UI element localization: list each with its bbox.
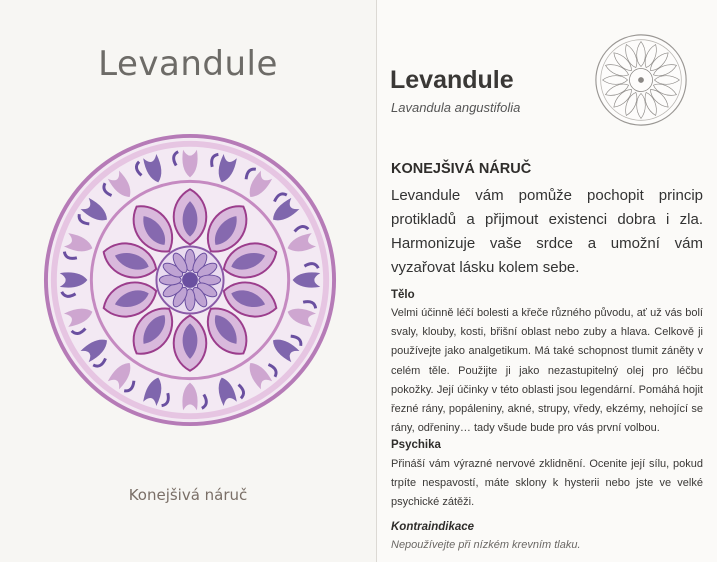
contraindication-heading: Kontraindikace (391, 521, 475, 533)
psyche-paragraph: Přináší vám výrazné nervové zklidnění. Ocenite její sílu, pokud trpíte nespavostí, máte sklony k hysterii nebo jste ve velké psychické zátěži. (391, 458, 703, 509)
latin-name: Lavandula angustifolia (391, 100, 521, 115)
contraindication-text: Nepoužívejte při nízkém krevním tlaku. (391, 539, 581, 551)
card-title: Levandule (390, 66, 514, 94)
intro-paragraph: Levandule vám pomůže pochopit princip protikladů a přijmout existenci dobra i zla. Harmonizuje vaše srdce a umožní vám vyzařovat lásku kolem sebe. (391, 187, 703, 276)
mandala-outline-icon (593, 32, 689, 128)
body-paragraph: Velmi účinně léčí bolesti a křeče různého původu, ať už vás bolí svaly, klouby, kosti, břišní oblast nebo zuby a hlava. Celkově ji používejte jako analgetikum. Má také schopnost tlumit záněty v celém těle. Použijte ji jako nezastupitelný olej pro léčbu pokožky. Její účinky v této oblasti jsou legendární. Pomáhá hojit řezné rány, popáleniny, akné, strupy, vředy, ekzémy, nehojící se rány, odřeniny… tady všude bude pro vás první volbou. (391, 307, 703, 435)
left-card-caption: Konejšivá náruč (128, 486, 248, 504)
body-heading: Tělo (391, 289, 415, 301)
lavender-mandala-icon (42, 132, 338, 428)
psyche-heading: Psychika (391, 439, 441, 451)
section-heading: KONEJŠIVÁ NÁRUČ (391, 161, 532, 177)
left-card-title: Levandule (98, 44, 278, 84)
